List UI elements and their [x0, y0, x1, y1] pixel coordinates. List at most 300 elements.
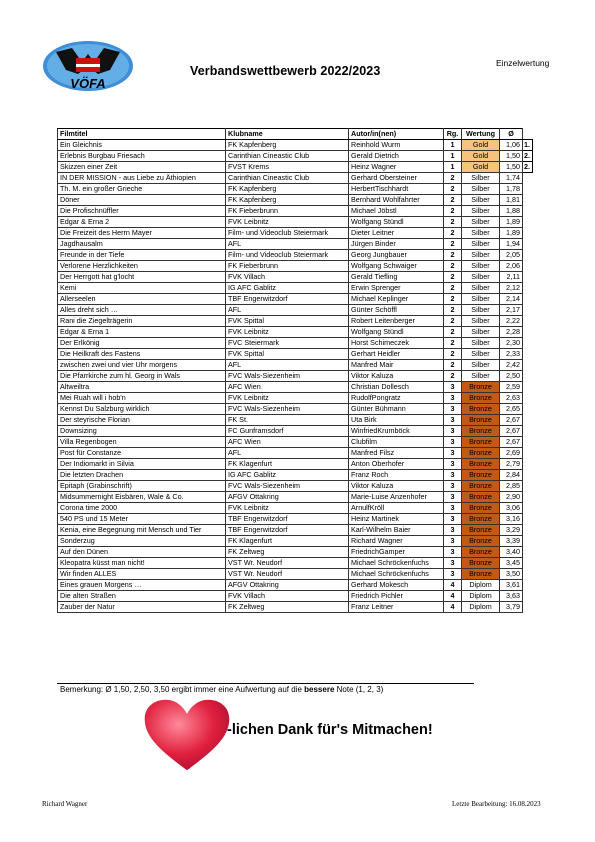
cell-rating: Bronze: [462, 426, 500, 437]
cell-film: IN DER MISSION - aus Liebe zu Äthiopien: [58, 173, 226, 184]
table-row: [58, 294, 533, 305]
col-header-rank: Rg.: [444, 129, 462, 140]
cell-place: [523, 195, 533, 206]
cell-rank: 2: [444, 206, 462, 217]
results-table: [57, 128, 533, 613]
cell-author: Georg Jungbauer: [349, 250, 444, 261]
table-row: [58, 569, 533, 580]
table-row: [58, 228, 533, 239]
cell-author: Bernhard Wohlfahrter: [349, 195, 444, 206]
cell-place: [523, 261, 533, 272]
table-row: [58, 338, 533, 349]
cell-average: 2,69: [500, 448, 523, 459]
cell-author: Heinz Martinek: [349, 514, 444, 525]
cell-average: 3,06: [500, 503, 523, 514]
cell-rank: 3: [444, 459, 462, 470]
cell-average: 3,39: [500, 536, 523, 547]
remark-bold: bessere: [304, 685, 335, 694]
cell-author: RudolfPongratz: [349, 393, 444, 404]
remark-note: [60, 685, 383, 694]
cell-rank: 3: [444, 525, 462, 536]
cell-average: 3,16: [500, 514, 523, 525]
table-row: [58, 591, 533, 602]
cell-club: TBF Engerwitzdorf: [226, 514, 349, 525]
cell-rating: Bronze: [462, 393, 500, 404]
cell-rank: 3: [444, 470, 462, 481]
cell-author: Wolfgang Schwaiger: [349, 261, 444, 272]
logo-text: VÖFA: [70, 76, 106, 91]
cell-average: 2,22: [500, 316, 523, 327]
cell-club: FK Klagenfurt: [226, 459, 349, 470]
cell-club: Carinthian Cineastic Club: [226, 151, 349, 162]
cell-rating: Bronze: [462, 382, 500, 393]
cell-rank: 2: [444, 371, 462, 382]
table-row: [58, 481, 533, 492]
cell-film: Auf den Dünen: [58, 547, 226, 558]
cell-average: 1,50: [500, 151, 523, 162]
cell-club: FVC Wals-Siezenheim: [226, 371, 349, 382]
cell-rating: Bronze: [462, 525, 500, 536]
cell-author: Michael Jöbstl: [349, 206, 444, 217]
cell-average: 2,79: [500, 459, 523, 470]
cell-club: AFGV Ottakring: [226, 580, 349, 591]
cell-rank: 2: [444, 272, 462, 283]
table-row: [58, 558, 533, 569]
cell-film: Kennst Du Salzburg wirklich: [58, 404, 226, 415]
cell-film: Der Indiomarkt in Silvia: [58, 459, 226, 470]
cell-author: FriedrichGamper: [349, 547, 444, 558]
cell-rank: 2: [444, 195, 462, 206]
cell-rating: Silber: [462, 261, 500, 272]
cell-place: [523, 272, 533, 283]
cell-author: Friedrich Pichler: [349, 591, 444, 602]
cell-place: [523, 470, 533, 481]
cell-film: zwischen zwei und vier Uhr morgens: [58, 360, 226, 371]
table-row: [58, 239, 533, 250]
cell-author: Jürgen Binder: [349, 239, 444, 250]
cell-rank: 3: [444, 404, 462, 415]
cell-film: Zauber der Natur: [58, 602, 226, 613]
cell-place: [523, 569, 533, 580]
cell-film: Kenia, eine Begegnung mit Mensch und Tier: [58, 525, 226, 536]
table-row: [58, 151, 533, 162]
cell-author: Wolfgang Stündl: [349, 327, 444, 338]
cell-place: [523, 360, 533, 371]
cell-rating: Silber: [462, 294, 500, 305]
cell-average: 2,90: [500, 492, 523, 503]
cell-place: [523, 371, 533, 382]
cell-rank: 3: [444, 448, 462, 459]
cell-average: 1,78: [500, 184, 523, 195]
table-row: [58, 217, 533, 228]
cell-rank: 2: [444, 327, 462, 338]
cell-author: Karl-Wilhelm Baier: [349, 525, 444, 536]
cell-average: 2,67: [500, 437, 523, 448]
cell-film: Altweiltra: [58, 382, 226, 393]
cell-average: 2,65: [500, 404, 523, 415]
cell-film: Der Erlkönig: [58, 338, 226, 349]
cell-rating: Silber: [462, 316, 500, 327]
cell-rank: 3: [444, 481, 462, 492]
cell-place: [523, 206, 533, 217]
cell-rank: 1: [444, 140, 462, 151]
cell-rating: Silber: [462, 206, 500, 217]
cell-film: Edgar & Erna 2: [58, 217, 226, 228]
cell-average: 2,14: [500, 294, 523, 305]
cell-average: 3,50: [500, 569, 523, 580]
cell-film: Die letzten Drachen: [58, 470, 226, 481]
cell-place: [523, 558, 533, 569]
table-row: [58, 327, 533, 338]
cell-rating: Bronze: [462, 459, 500, 470]
cell-author: Viktor Kaluza: [349, 371, 444, 382]
cell-rank: 3: [444, 393, 462, 404]
cell-film: Erlebnis Burgbau Friesach: [58, 151, 226, 162]
cell-rating: Diplom: [462, 580, 500, 591]
cell-average: 1,94: [500, 239, 523, 250]
cell-average: 3,79: [500, 602, 523, 613]
cell-average: 1,06: [500, 140, 523, 151]
cell-club: AFL: [226, 239, 349, 250]
cell-place: [523, 404, 533, 415]
cell-place: [523, 217, 533, 228]
cell-average: 3,61: [500, 580, 523, 591]
cell-average: 1,81: [500, 195, 523, 206]
table-row: [58, 503, 533, 514]
table-row: [58, 459, 533, 470]
cell-club: TBF Engerwitzdorf: [226, 525, 349, 536]
cell-film: Der Herrgott hat g'locht: [58, 272, 226, 283]
cell-club: FK Zeltweg: [226, 602, 349, 613]
cell-rank: 3: [444, 503, 462, 514]
cell-average: 2,85: [500, 481, 523, 492]
table-row: [58, 426, 533, 437]
col-header-author: Autor/in(nen): [349, 129, 444, 140]
table-row: [58, 250, 533, 261]
cell-author: Marie-Luise Anzenhofer: [349, 492, 444, 503]
cell-club: IG AFC Gablitz: [226, 470, 349, 481]
table-row: [58, 580, 533, 591]
cell-place: [523, 349, 533, 360]
table-row: [58, 349, 533, 360]
cell-average: 1,88: [500, 206, 523, 217]
cell-club: FK Fieberbrunn: [226, 261, 349, 272]
cell-club: FVK Villach: [226, 272, 349, 283]
cell-average: 3,45: [500, 558, 523, 569]
table-row: [58, 382, 533, 393]
cell-place: 2.: [523, 162, 533, 173]
cell-average: 2,05: [500, 250, 523, 261]
table-row: [58, 470, 533, 481]
cell-author: Gerald Dietrich: [349, 151, 444, 162]
cell-author: Wolfgang Stündl: [349, 217, 444, 228]
cell-author: Gerald Tiefling: [349, 272, 444, 283]
cell-place: 2.: [523, 151, 533, 162]
cell-rating: Silber: [462, 371, 500, 382]
cell-film: Corona time 2000: [58, 503, 226, 514]
cell-film: Alles dreht sich …: [58, 305, 226, 316]
cell-club: FVK Spittal: [226, 349, 349, 360]
cell-rank: 1: [444, 151, 462, 162]
cell-author: Manfred Filsz: [349, 448, 444, 459]
cell-rating: Gold: [462, 151, 500, 162]
cell-rating: Bronze: [462, 481, 500, 492]
cell-average: 1,89: [500, 228, 523, 239]
table-body: [58, 140, 533, 613]
cell-place: [523, 294, 533, 305]
cell-author: Uta Birk: [349, 415, 444, 426]
cell-place: [523, 228, 533, 239]
cell-rating: Bronze: [462, 503, 500, 514]
cell-film: Eines grauen Morgens …: [58, 580, 226, 591]
cell-club: FVST Krems: [226, 162, 349, 173]
col-header-club: Klubname: [226, 129, 349, 140]
cell-club: AFGV Ottakring: [226, 492, 349, 503]
cell-rating: Bronze: [462, 448, 500, 459]
cell-rating: Silber: [462, 195, 500, 206]
cell-place: [523, 514, 533, 525]
cell-rating: Bronze: [462, 404, 500, 415]
cell-place: [523, 536, 533, 547]
cell-author: Michael Keplinger: [349, 294, 444, 305]
table-row: [58, 206, 533, 217]
cell-rank: 3: [444, 558, 462, 569]
cell-average: 3,63: [500, 591, 523, 602]
cell-author: Heinz Wagner: [349, 162, 444, 173]
cell-author: Gerhart Heidler: [349, 349, 444, 360]
cell-film: Rani die Ziegelträgerin: [58, 316, 226, 327]
cell-rating: Silber: [462, 250, 500, 261]
cell-club: FVC Wals-Siezenheim: [226, 404, 349, 415]
table-row: [58, 437, 533, 448]
table-row: [58, 272, 533, 283]
table-row: [58, 305, 533, 316]
cell-author: Christian Dollesch: [349, 382, 444, 393]
cell-club: AFL: [226, 305, 349, 316]
cell-rating: Diplom: [462, 591, 500, 602]
cell-place: [523, 415, 533, 426]
cell-author: HerbertTischhardt: [349, 184, 444, 195]
table-row: [58, 283, 533, 294]
cell-rating: Silber: [462, 283, 500, 294]
cell-average: 2,33: [500, 349, 523, 360]
cell-club: FVK Leibnitz: [226, 393, 349, 404]
category-label: Einzelwertung: [496, 58, 550, 68]
cell-film: Wir finden ALLES: [58, 569, 226, 580]
cell-film: Sonderzug: [58, 536, 226, 547]
cell-club: IG AFC Gablitz: [226, 283, 349, 294]
cell-film: Skizzen einer Zeit: [58, 162, 226, 173]
cell-rating: Gold: [462, 162, 500, 173]
cell-author: Anton Oberhofer: [349, 459, 444, 470]
page-title: Verbandswettbewerb 2022/2023: [190, 64, 381, 78]
table-row: [58, 404, 533, 415]
cell-film: Allerseelen: [58, 294, 226, 305]
cell-place: [523, 184, 533, 195]
cell-author: Manfred Mair: [349, 360, 444, 371]
cell-place: [523, 525, 533, 536]
cell-rating: Bronze: [462, 415, 500, 426]
cell-rank: 3: [444, 569, 462, 580]
cell-rank: 3: [444, 514, 462, 525]
cell-club: FVK Leibnitz: [226, 327, 349, 338]
cell-club: FK Klagenfurt: [226, 536, 349, 547]
cell-film: Der steyrische Florian: [58, 415, 226, 426]
remark-prefix: Bemerkung: Ø 1,50, 2,50, 3,50 ergibt immer eine Aufwertung auf die: [60, 685, 305, 694]
table-row: [58, 360, 533, 371]
cell-rating: Bronze: [462, 437, 500, 448]
cell-average: 2,59: [500, 382, 523, 393]
cell-club: FVK Leibnitz: [226, 217, 349, 228]
cell-author: WinfriedKrumböck: [349, 426, 444, 437]
cell-place: [523, 283, 533, 294]
cell-club: VST Wr. Neudorf: [226, 558, 349, 569]
cell-average: 1,50: [500, 162, 523, 173]
cell-average: 2,67: [500, 426, 523, 437]
cell-rank: 2: [444, 283, 462, 294]
cell-film: Kemi: [58, 283, 226, 294]
cell-club: AFC Wien: [226, 437, 349, 448]
cell-author: Robert Leitenberger: [349, 316, 444, 327]
cell-average: 1,89: [500, 217, 523, 228]
cell-club: FK Fieberbrunn: [226, 206, 349, 217]
table-row: [58, 514, 533, 525]
cell-club: FVK Leibnitz: [226, 503, 349, 514]
cell-rank: 3: [444, 437, 462, 448]
cell-place: [523, 173, 533, 184]
cell-rank: 2: [444, 173, 462, 184]
cell-place: [523, 459, 533, 470]
cell-film: Kleopatra küsst man nicht!: [58, 558, 226, 569]
cell-author: Gerhard Mokesch: [349, 580, 444, 591]
table-row: [58, 261, 533, 272]
cell-club: Film- und Videoclub Steiermark: [226, 250, 349, 261]
cell-author: Viktor Kaluza: [349, 481, 444, 492]
cell-average: 2,17: [500, 305, 523, 316]
cell-rank: 2: [444, 349, 462, 360]
cell-rating: Silber: [462, 305, 500, 316]
cell-author: Gerhard Obersteiner: [349, 173, 444, 184]
table-row: [58, 525, 533, 536]
cell-place: [523, 305, 533, 316]
cell-film: Epitaph (Grabinschrift): [58, 481, 226, 492]
cell-rating: Silber: [462, 360, 500, 371]
cell-average: 2,67: [500, 415, 523, 426]
cell-place: [523, 602, 533, 613]
cell-rank: 2: [444, 360, 462, 371]
cell-rank: 2: [444, 217, 462, 228]
cell-place: [523, 327, 533, 338]
cell-rank: 2: [444, 250, 462, 261]
cell-place: 1.: [523, 140, 533, 151]
cell-rank: 3: [444, 426, 462, 437]
cell-rating: Silber: [462, 349, 500, 360]
table-header-row: [58, 129, 533, 140]
cell-club: FC Gunframsdorf: [226, 426, 349, 437]
col-header-place: [523, 129, 533, 140]
table-row: [58, 162, 533, 173]
table-row: [58, 415, 533, 426]
cell-club: FK Zeltweg: [226, 547, 349, 558]
cell-author: ArnulfKröll: [349, 503, 444, 514]
cell-rank: 3: [444, 536, 462, 547]
cell-author: Franz Leitner: [349, 602, 444, 613]
cell-rank: 3: [444, 415, 462, 426]
cell-rank: 4: [444, 602, 462, 613]
cell-rating: Bronze: [462, 536, 500, 547]
cell-rating: Silber: [462, 228, 500, 239]
voefa-logo: [42, 40, 134, 92]
cell-rating: Bronze: [462, 514, 500, 525]
cell-average: 3,40: [500, 547, 523, 558]
cell-place: [523, 239, 533, 250]
cell-film: Edgar & Erna 1: [58, 327, 226, 338]
cell-rank: 4: [444, 591, 462, 602]
cell-club: AFC Wien: [226, 382, 349, 393]
cell-author: Richard Wagner: [349, 536, 444, 547]
cell-club: AFL: [226, 360, 349, 371]
cell-rating: Diplom: [462, 602, 500, 613]
cell-author: Franz Roch: [349, 470, 444, 481]
cell-place: [523, 426, 533, 437]
cell-film: Freunde in der Tiefe: [58, 250, 226, 261]
cell-author: Horst Schimeczek: [349, 338, 444, 349]
footer-last-edit: Letzte Bearbeitung: 16.08.2023: [452, 800, 541, 808]
cell-film: Die Profischnüffler: [58, 206, 226, 217]
cell-rank: 3: [444, 492, 462, 503]
cell-average: 2,11: [500, 272, 523, 283]
cell-place: [523, 503, 533, 514]
cell-rank: 2: [444, 239, 462, 250]
cell-film: Jagdhausalm: [58, 239, 226, 250]
cell-club: FVC Wals-Siezenheim: [226, 481, 349, 492]
cell-place: [523, 492, 533, 503]
table-row: [58, 371, 533, 382]
cell-place: [523, 250, 533, 261]
cell-film: Die Freizeit des Herrn Mayer: [58, 228, 226, 239]
col-header-film: Filmtitel: [58, 129, 226, 140]
cell-film: Th. M. ein großer Grieche: [58, 184, 226, 195]
cell-film: Die Pfarrkirche zum hl. Georg in Wals: [58, 371, 226, 382]
cell-rank: 2: [444, 338, 462, 349]
cell-author: Dieter Leitner: [349, 228, 444, 239]
cell-average: 3,29: [500, 525, 523, 536]
cell-rank: 3: [444, 547, 462, 558]
cell-place: [523, 481, 533, 492]
cell-rank: 1: [444, 162, 462, 173]
table-row: [58, 140, 533, 151]
cell-rating: Bronze: [462, 492, 500, 503]
cell-club: Film- und Videoclub Steiermark: [226, 228, 349, 239]
cell-club: FK Kapfenberg: [226, 184, 349, 195]
table-row: [58, 536, 533, 547]
cell-author: Reinhold Wurm: [349, 140, 444, 151]
table-row: [58, 316, 533, 327]
cell-club: FK St.: [226, 415, 349, 426]
cell-rating: Silber: [462, 338, 500, 349]
cell-film: Downsizing: [58, 426, 226, 437]
table-row: [58, 547, 533, 558]
table-row: [58, 602, 533, 613]
cell-film: Die alten Straßen: [58, 591, 226, 602]
cell-place: [523, 591, 533, 602]
cell-place: [523, 580, 533, 591]
cell-rating: Silber: [462, 239, 500, 250]
cell-average: 2,28: [500, 327, 523, 338]
cell-club: Carinthian Cineastic Club: [226, 173, 349, 184]
cell-author: Michael Schröckenfuchs: [349, 569, 444, 580]
cell-place: [523, 448, 533, 459]
